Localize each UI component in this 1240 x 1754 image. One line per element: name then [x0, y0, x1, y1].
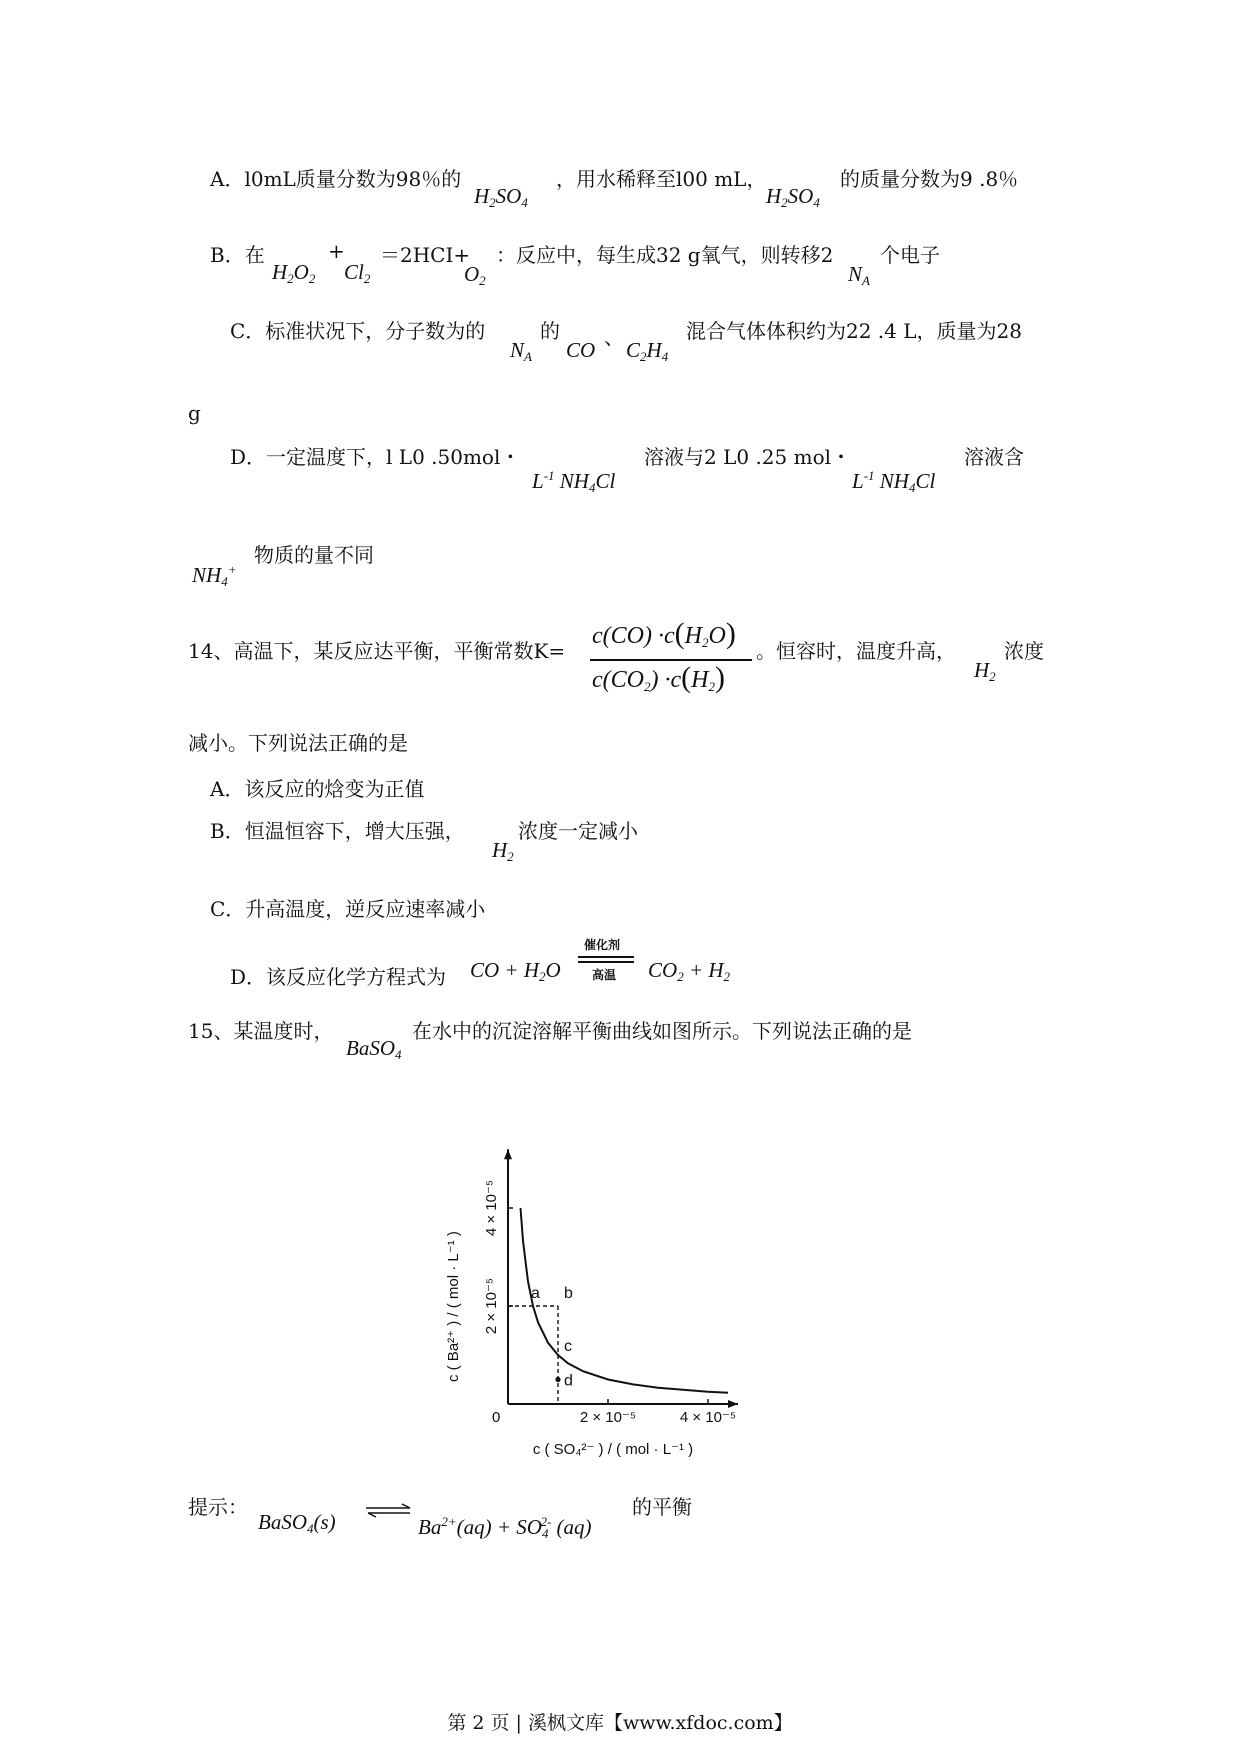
q13-b-formula2: $Cl_2$	[344, 260, 371, 286]
equilibrium-arrow-icon	[364, 1503, 414, 1519]
chart-curve-group	[521, 1208, 729, 1393]
point-label-c: c	[564, 1338, 572, 1355]
q13-d-text3: 溶液含	[964, 445, 1024, 469]
q13-b-text3: ：反应中，每生成32 g氧气，则转移2	[496, 243, 834, 267]
q13-c-formula2: CO	[566, 338, 596, 362]
q13-b-text4: 个电子	[880, 243, 940, 267]
q15-stem2: 在水中的沉淀溶解平衡曲线如图所示。下列说法正确的是	[412, 1019, 912, 1043]
q13-b-formula3: $O_2$	[464, 262, 486, 288]
q13-c-text4: 混合气体体积约为22 .4 L，质量为28	[686, 319, 1022, 343]
q14-option-a: A．该反应的焓变为正值	[210, 777, 425, 801]
point-d-dot	[555, 1377, 560, 1382]
q14-fraction-numerator: $c(CO) \cdot c(H_2O)$	[592, 617, 736, 650]
y-tick-label-1: 2 × 10⁻⁵	[483, 1277, 500, 1335]
q15-formula-baso4: BaSO$_4$	[346, 1036, 402, 1062]
q14-condition-bottom: 高温	[592, 968, 617, 982]
q13-a-text1: A．l0mL质量分数为98％的	[210, 167, 462, 191]
q13-a-formula2: $H_2SO_4$	[766, 184, 820, 210]
q14-option-d-eq-right: $CO_2 + H_2$	[648, 958, 731, 984]
hint-right: $Ba^{2+}(aq) + SO_4^{2-}$ (aq)	[418, 1514, 592, 1541]
page-footer: 第 2 页 | 溪枫文库【www.xfdoc.com】	[447, 1712, 793, 1734]
q13-b-plus: +	[328, 239, 345, 263]
hint-left: BaSO$_4$(s)	[258, 1510, 336, 1536]
q14-fraction-bar	[590, 659, 752, 661]
point-label-d: d	[564, 1372, 573, 1390]
q14-option-b-formula: $H_2$	[492, 838, 514, 864]
q13-b-text1: B．在	[210, 243, 265, 267]
q14-fraction-denominator: $c(CO_2) \cdot c(H_2)$	[592, 661, 725, 694]
q13-d-text2: 溶液与2 L0 .25 mol・	[644, 445, 852, 469]
q15-stem1: 15、某温度时，	[188, 1019, 334, 1043]
q13-d-formula2: $L^{-1}$ $NH_4Cl$	[852, 468, 936, 495]
point-label-a: a	[531, 1285, 540, 1302]
q14-option-b-text1: B．恒温恒容下，增大压强，	[210, 819, 465, 843]
q13-c-text5: g	[188, 401, 201, 425]
q13-a-formula1: $H_2SO_4$	[474, 184, 528, 210]
x-tick-label-2: 4 × 10⁻⁵	[679, 1409, 737, 1426]
q13-c-formula1: $N_A$	[510, 338, 532, 364]
x-tick-label-1: 2 × 10⁻⁵	[579, 1409, 637, 1426]
baso4-solubility-chart	[420, 1096, 840, 1466]
q13-d-text4: 物质的量不同	[254, 543, 374, 567]
q14-equals-line-bottom	[578, 961, 634, 963]
solubility-curve	[521, 1208, 729, 1393]
q13-b-formula4: $N_A$	[848, 262, 870, 288]
q13-d-text1: D．一定温度下，l L0 .50mol・	[230, 445, 521, 469]
q14-stem1: 14、高温下，某反应达平衡，平衡常数K=	[188, 639, 566, 663]
q14-option-d-text: D．该反应化学方程式为	[230, 965, 447, 989]
x-axis-label: c ( SO₄²⁻ ) / ( mol · L⁻¹ )	[532, 1441, 694, 1458]
point-label-b: b	[564, 1285, 573, 1302]
q13-c-text1: C．标准状况下，分子数为的	[230, 319, 486, 343]
q13-a-text3: 的质量分数为9 .8％	[840, 167, 1019, 191]
q13-d-formula1: $L^{-1}$ $NH_4Cl$	[532, 468, 616, 495]
q14-option-b-text2: 浓度一定减小	[518, 819, 638, 843]
hint-label: 提示：	[188, 1495, 248, 1519]
q13-b-text2: ＝2HCI+	[380, 243, 471, 267]
chart-points	[531, 1285, 573, 1390]
hint-tail: 的平衡	[632, 1495, 692, 1519]
q14-stem2: 。恒容时，温度升高，	[756, 639, 956, 663]
q14-stem3: 浓度	[1004, 639, 1044, 663]
q13-c-text2: 的	[540, 319, 560, 343]
y-tick-label-2: 4 × 10⁻⁵	[483, 1179, 500, 1237]
q13-b-formula1: $H_2O_2$	[272, 260, 316, 286]
q13-a-text2: ，用水稀释至l00 mL，	[556, 167, 767, 191]
y-axis-label: c ( Ba²⁺ ) / ( mol · L⁻¹ )	[445, 1231, 462, 1383]
x-axis-arrow	[728, 1400, 738, 1408]
q14-equals-line-top	[578, 956, 634, 958]
q14-stem4: 减小。下列说法正确的是	[188, 731, 408, 755]
x-tick-0: 0	[492, 1409, 501, 1426]
q14-condition-top: 催化剂	[584, 938, 621, 952]
q13-c-formula3: $C_2H_4$	[626, 338, 669, 364]
q13-c-text3: 、	[604, 325, 624, 349]
q14-option-c: C．升高温度，逆反应速率减小	[210, 897, 486, 921]
q14-h2-formula: $H_2$	[974, 658, 996, 684]
chart-axes	[504, 1149, 738, 1408]
q14-option-d-eq-left: CO + $H_2O$	[470, 958, 561, 984]
q13-d-formula3: $NH_4^+$	[192, 562, 237, 589]
y-axis-arrow	[504, 1149, 512, 1159]
chart-guides	[508, 1306, 558, 1404]
